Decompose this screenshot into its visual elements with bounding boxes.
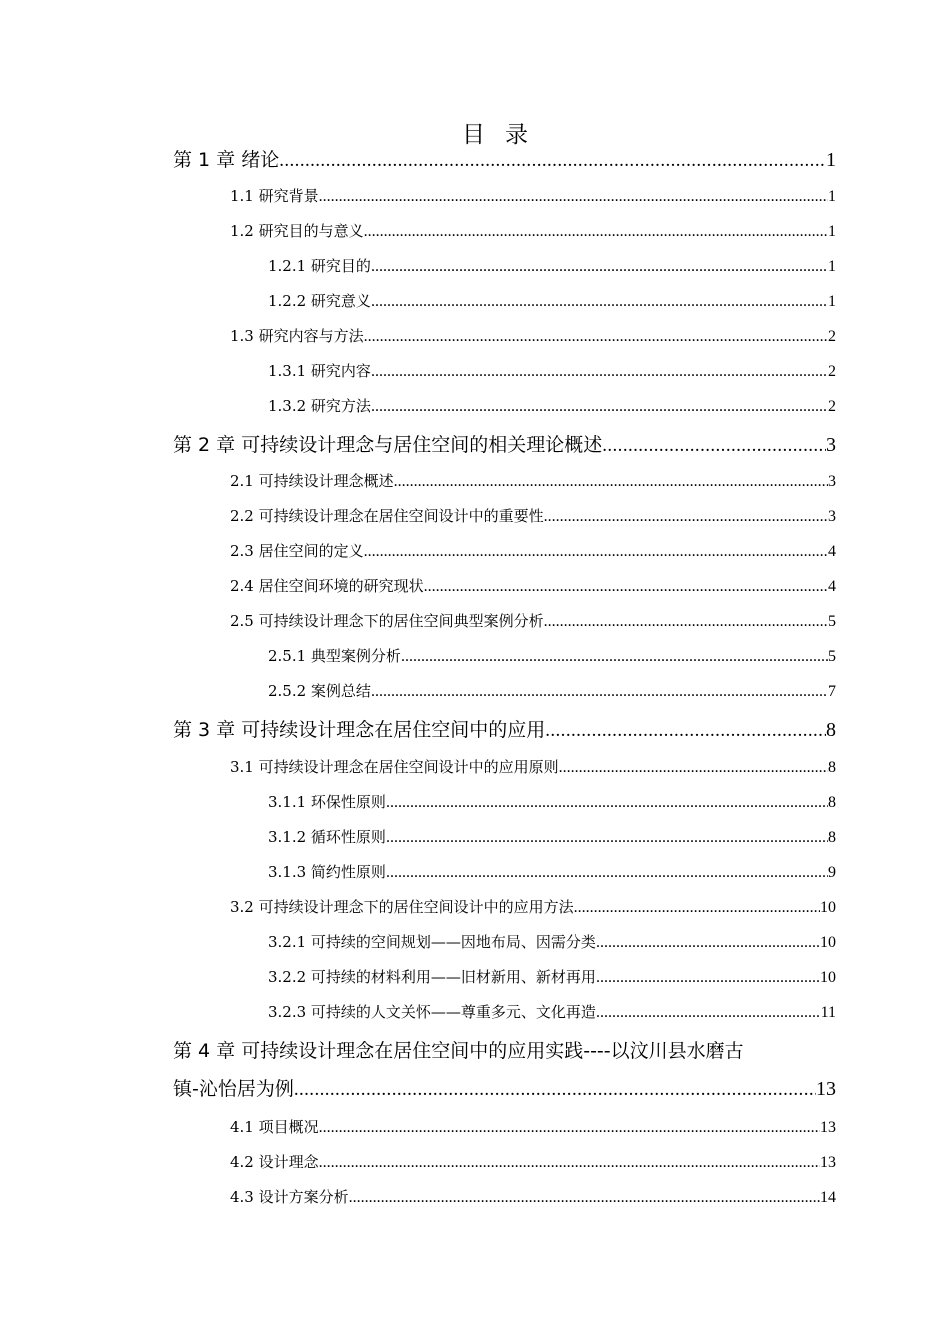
dot-leader [364, 223, 828, 241]
dot-leader [371, 683, 828, 701]
toc-page-number: 10 [820, 934, 836, 951]
toc-entry-1-2-2[interactable] [268, 290, 836, 311]
toc-entry-text: 3.1.2 循环性原则 [268, 828, 386, 846]
toc-page-number: 1 [828, 293, 836, 310]
toc-entry-text: 3.1.3 简约性原则 [268, 863, 386, 881]
toc-page-number: 1 [828, 223, 836, 240]
toc-page-number: 2 [828, 398, 836, 415]
toc-entry-ch4[interactable] [173, 1074, 836, 1101]
toc-entry-3-2-2[interactable] [268, 966, 836, 987]
toc-entry-text: 第 1 章 绪论 [173, 149, 280, 171]
toc-entry-text: 4.2 设计理念 [230, 1153, 319, 1171]
dot-leader [559, 759, 828, 777]
toc-entry-text: 1.3.2 研究方法 [268, 397, 371, 415]
dot-leader [545, 720, 826, 742]
toc-entry-text: 2.5.2 案例总结 [268, 682, 371, 700]
toc-page-number: 13 [820, 1154, 836, 1171]
toc-page-number: 5 [828, 648, 836, 665]
toc-entry-2-1[interactable] [230, 470, 836, 491]
toc-entry-text: 3.1 可持续设计理念在居住空间设计中的应用原则 [230, 758, 559, 776]
toc-entry-text: 1.2.2 研究意义 [268, 292, 371, 310]
dot-leader [319, 188, 828, 206]
toc-entry-ch1[interactable] [173, 145, 836, 172]
toc-entry-3-1-3[interactable] [268, 861, 836, 882]
toc-entry-text: 3.2.1 可持续的空间规划——因地布局、因需分类 [268, 933, 596, 951]
toc-page-number: 1 [828, 188, 836, 205]
toc-page-number: 11 [820, 1004, 836, 1021]
dot-leader [401, 648, 828, 666]
dot-leader [364, 328, 828, 346]
dot-leader [424, 578, 828, 596]
toc-entry-text: 第 3 章 可持续设计理念在居住空间中的应用 [173, 719, 546, 741]
toc-entry-2-4[interactable] [230, 575, 836, 596]
toc-entry-2-5-2[interactable] [268, 680, 836, 701]
toc-entry-3-2-3[interactable] [268, 1001, 836, 1022]
toc-entry-2-2[interactable] [230, 505, 836, 526]
toc-page-number: 1 [828, 258, 836, 275]
toc-page-number: 9 [828, 864, 836, 881]
toc-entry-text: 1.3 研究内容与方法 [230, 327, 364, 345]
toc-entry-4-2[interactable] [230, 1151, 836, 1172]
toc-entry-text: 镇-沁怡居为例 [173, 1078, 294, 1100]
toc-entry-text: 2.2 可持续设计理念在居住空间设计中的重要性 [230, 507, 544, 525]
dot-leader [596, 934, 820, 952]
toc-entry-1-3-1[interactable] [268, 360, 836, 381]
toc-page-number: 14 [820, 1189, 836, 1206]
toc-entry-3-2[interactable] [230, 896, 836, 917]
toc-entry-4-1[interactable] [230, 1116, 836, 1137]
toc-entry-ch4-line1[interactable]: 第 4 章 可持续设计理念在居住空间中的应用实践----以汶川县水磨古 [173, 1040, 744, 1062]
toc-page-number: 3 [828, 473, 836, 490]
toc-entry-text: 2.4 居住空间环境的研究现状 [230, 577, 424, 595]
toc-page-number: 1 [826, 149, 836, 171]
toc-page-number: 7 [828, 683, 836, 700]
toc-entry-3-2-1[interactable] [268, 931, 836, 952]
toc-entry-text: 4.1 项目概况 [230, 1118, 319, 1136]
toc-entry-4-3[interactable] [230, 1186, 836, 1207]
toc-page-number: 13 [816, 1078, 836, 1100]
toc-page-number: 3 [828, 508, 836, 525]
toc-entry-text: 2.3 居住空间的定义 [230, 542, 364, 560]
toc-page-number: 4 [828, 543, 836, 560]
dot-leader [386, 864, 828, 882]
toc-entry-text: 1.1 研究背景 [230, 187, 319, 205]
toc-page-number: 8 [826, 719, 836, 741]
toc-page-number: 2 [828, 328, 836, 345]
toc-page-number: 8 [828, 759, 836, 776]
toc-entry-text: 1.3.1 研究内容 [268, 362, 371, 380]
dot-leader [294, 1079, 816, 1101]
dot-leader [544, 508, 828, 526]
toc-entry-text: 3.1.1 环保性原则 [268, 793, 386, 811]
toc-entry-text: 2.5.1 典型案例分析 [268, 647, 401, 665]
toc-entry-3-1-1[interactable] [268, 791, 836, 812]
toc-entry-text: 4.3 设计方案分析 [230, 1188, 349, 1206]
toc-entry-text: 3.2.2 可持续的材料利用——旧材新用、新材再用 [268, 968, 596, 986]
toc-page-number: 10 [820, 969, 836, 986]
dot-leader [596, 969, 820, 987]
dot-leader [279, 150, 826, 172]
dot-leader [386, 829, 828, 847]
toc-page-number: 8 [828, 794, 836, 811]
toc-page-number: 5 [828, 613, 836, 630]
dot-leader [544, 613, 828, 631]
toc-entry-1-2[interactable] [230, 220, 836, 241]
toc-page-number: 3 [826, 434, 836, 456]
dot-leader [574, 899, 820, 917]
toc-entry-text: 1.2.1 研究目的 [268, 257, 371, 275]
dot-leader [371, 398, 828, 416]
dot-leader [596, 1004, 821, 1022]
toc-entry-2-5-1[interactable] [268, 645, 836, 666]
dot-leader [602, 435, 826, 457]
toc-entry-text: 3.2 可持续设计理念下的居住空间设计中的应用方法 [230, 898, 574, 916]
dot-leader [349, 1189, 820, 1207]
toc-entry-ch3[interactable] [173, 715, 836, 742]
toc-entry-text: 2.1 可持续设计理念概述 [230, 472, 394, 490]
dot-leader [371, 258, 828, 276]
dot-leader [319, 1119, 820, 1137]
toc-entry-1-3[interactable] [230, 325, 836, 346]
dot-leader [371, 363, 828, 381]
toc-title: 目录 [462, 122, 548, 148]
dot-leader [371, 293, 828, 311]
toc-page-number: 8 [828, 829, 836, 846]
toc-entry-text: 第 2 章 可持续设计理念与居住空间的相关理论概述 [173, 434, 603, 456]
toc-page-number: 2 [828, 363, 836, 380]
toc-entry-3-1-2[interactable] [268, 826, 836, 847]
dot-leader [386, 794, 828, 812]
toc-entry-text: 1.2 研究目的与意义 [230, 222, 364, 240]
toc-page-number: 10 [820, 899, 836, 916]
toc-entry-1-2-1[interactable] [268, 255, 836, 276]
toc-page-number: 4 [828, 578, 836, 595]
toc-entry-1-3-2[interactable] [268, 395, 836, 416]
toc-entry-ch2[interactable] [173, 430, 836, 457]
toc-entry-text: 3.2.3 可持续的人文关怀——尊重多元、文化再造 [268, 1003, 596, 1021]
dot-leader [364, 543, 828, 561]
dot-leader [394, 473, 828, 491]
dot-leader [319, 1154, 820, 1172]
toc-entry-3-1[interactable] [230, 756, 836, 777]
toc-entry-2-3[interactable] [230, 540, 836, 561]
toc-page-number: 13 [820, 1119, 836, 1136]
toc-entry-1-1[interactable] [230, 185, 836, 206]
toc-entry-2-5[interactable] [230, 610, 836, 631]
toc-entry-text: 2.5 可持续设计理念下的居住空间典型案例分析 [230, 612, 544, 630]
